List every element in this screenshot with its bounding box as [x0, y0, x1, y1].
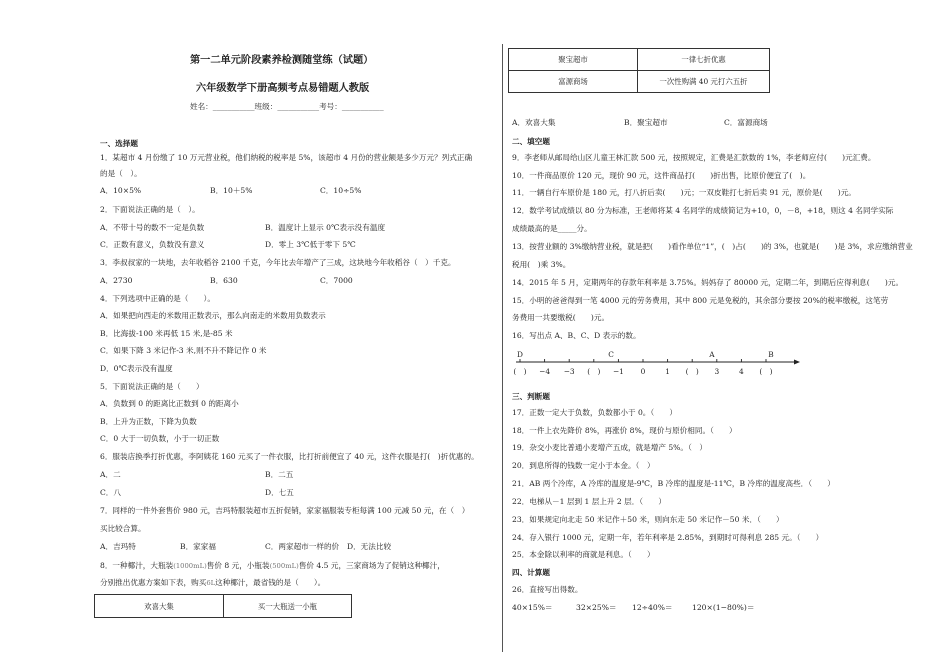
- question-1-option-c: C．10÷5%: [320, 186, 362, 195]
- number-line-tick-labels: [513, 367, 772, 376]
- question-17: 17．正数一定大于负数，负数都小于 0。（ ）: [512, 408, 677, 417]
- question-4-option-b: B．比海拔-100 米再低 15 米,是-85 米: [100, 329, 233, 338]
- question-5: 5．下面说法正确的是（ ）: [100, 382, 204, 391]
- question-2-option-c: C．正数有意义，负数没有意义: [100, 240, 205, 249]
- question-13-line1: 13．按营业额的 3%缴纳营业税，就是把( )看作单位“1”，( )占( )的 3%，也就是( )是 3%，求应缴纳营业: [512, 242, 913, 251]
- question-3-option-c: C．7000: [320, 276, 353, 285]
- question-2: 2．下面说法正确的是（ ）。: [100, 205, 200, 214]
- table-cell: 欢喜大集: [95, 595, 224, 618]
- question-13-line2: 税用( )乘 3%。: [512, 260, 571, 269]
- table-cell: 一次性购满 40 元打六五折: [638, 71, 770, 93]
- question-6: 6．服装店换季打折优惠，李阿姨花 160 元买了一件衣服，比打折前便宜了 40 元，这件衣服是打( )折优惠的。: [100, 452, 479, 461]
- section-choice-heading: 一、选择题: [100, 139, 138, 148]
- question-12-line2: 成绩最高的是_____分。: [512, 224, 592, 233]
- question-1-line2: 的是（ ）。: [100, 169, 142, 178]
- question-5-option-b: B．上升为正数，下降为负数: [100, 417, 197, 426]
- question-25: 25．本金除以利率的商就是利息。（ ）: [512, 550, 655, 559]
- calc-item-1: 40×15%＝: [512, 603, 553, 612]
- question-4: 4．下列选项中正确的是（ ）。: [100, 294, 215, 303]
- number-line-tick-label: ( ): [587, 367, 601, 376]
- number-line-tick-label: −4: [539, 367, 551, 376]
- question-4-option-d: D．0℃表示没有温度: [100, 364, 173, 373]
- number-line-point-D: D: [517, 350, 523, 359]
- question-15-line2: 务费用一共要缴税( )元。: [512, 313, 610, 322]
- promotion-table-part2: [508, 48, 770, 93]
- promotion-table-part1: [94, 594, 352, 618]
- section-fill-heading: 二、填空题: [512, 137, 550, 146]
- table-cell: 一律七折优惠: [638, 49, 770, 71]
- question-21: 21．AB 两个冷库，A 冷库的温度是-9℃，B 冷库的温度是-11℃，B 冷库的温度高些．（ ）: [512, 479, 835, 488]
- question-7-option-d: D．无法比较: [347, 542, 392, 551]
- calc-item-4: 120×(1−80%)＝: [692, 603, 755, 612]
- number-line-tick-label: −3: [563, 367, 575, 376]
- question-5-option-a: A．负数到 0 的距离比正数到 0 的距离小: [100, 399, 239, 408]
- question-8-text-c: 售价 4.5 元，三家商场为了促销这种椰汁，: [298, 561, 445, 570]
- question-3-option-b: B．630: [210, 276, 238, 285]
- question-6-option-b: B．二五: [265, 470, 294, 479]
- question-26: 26．直接写出得数。: [512, 585, 583, 594]
- question-7-line1: 7．同样的一件外套售价 980 元，吉玛特服装超市五折促销，家家福服装专柜每满 100 元减 50 元，在（ ）: [100, 506, 470, 515]
- table-row: [509, 49, 770, 71]
- calc-item-3: 12÷40%＝: [632, 603, 673, 612]
- number-line-tick-label: 3: [714, 367, 720, 376]
- calc-item-2: 32×25%＝: [576, 603, 617, 612]
- question-1-option-a: A．10×5%: [100, 186, 142, 195]
- question-2-option-d: D．零上 3℃低于零下 5℃: [265, 240, 356, 249]
- number-line-tick-label: 4: [739, 367, 744, 376]
- question-18: 18．一件上衣先降价 8%，再涨价 8%，现价与原价相同。（ ）: [512, 426, 737, 435]
- section-judge-heading: 三、判断题: [512, 392, 550, 401]
- question-24: 24．存入银行 1000 元，定期一年，若年利率是 2.85%，到期时可得利息 285 元。（ ）: [512, 533, 824, 542]
- number-line-tick-label: ( ): [685, 367, 699, 376]
- question-7-option-a: A．吉玛特: [100, 542, 136, 551]
- question-6-option-a: A．二: [100, 470, 121, 479]
- number-line-point-A: A: [709, 350, 715, 359]
- table-row: [509, 71, 770, 93]
- question-14: 14．2015 年 5 月，定期两年的存款年利率是 3.75%。妈妈存了 80000 元，定期二年，到期后应得利息( )元。: [512, 278, 904, 287]
- question-23: 23．如果规定向北走 50 米记作＋50 米，则向东走 50 米记作－50 米．（ ）: [512, 515, 784, 524]
- question-10: 10．一件商品原价 120 元，现价 90 元，这件商品打( )折出售，比原价便宜了( )。: [512, 171, 811, 180]
- question-19: 19．杂交小麦比普通小麦增产五成，就是增产 5%。（ ）: [512, 443, 707, 452]
- question-2-option-b: B．温度计上显示 0℃表示没有温度: [265, 223, 386, 232]
- question-11: 11．一辆自行车原价是 180 元，打八折后卖( )元；一双皮鞋打七折后卖 91 元，原价是( )元。: [512, 188, 856, 197]
- number-line-tick-label: ( ): [513, 367, 527, 376]
- number-line-arrow: [794, 360, 800, 365]
- question-6-option-c: C．八: [100, 488, 121, 497]
- question-15-line1: 15．小明的爸爸得到一笔 4000 元的劳务费用，其中 800 元是免税的，其余部分要按 20%的税率缴税，这笔劳: [512, 296, 889, 305]
- question-8-text-d: 分别推出优惠方案如下表，购买: [100, 578, 207, 587]
- table-cell: 富源商场: [509, 71, 638, 93]
- table-cell: 买一大瓶送一小瓶: [224, 595, 352, 618]
- question-16: 16．写出点 A、B、C、D 表示的数。: [512, 331, 641, 340]
- question-8-option-a: A．欢喜大集: [512, 118, 556, 127]
- small-bottle-volume: (500mL): [269, 562, 299, 570]
- question-7-line2: 买比较合算。: [100, 524, 146, 533]
- question-8-text-a: 8．一种椰汁，大瓶装: [100, 561, 174, 570]
- question-1-line1: 1．某超市 4 月份缴了 10 万元营业税，他们纳税的税率是 5%，该超市 4 月份的营业额是多少万元？列式正确: [100, 153, 473, 162]
- number-line-point-C: C: [608, 350, 614, 359]
- question-8-option-b: B．聚宝超市: [624, 118, 668, 127]
- table-row: [95, 595, 352, 618]
- number-line-point-labels: [517, 350, 774, 359]
- question-9: 9．李老师从邮局给山区儿童王林汇款 500 元，按照规定，汇费是汇款数的 1%，李老师应付( )元汇费。: [512, 153, 876, 162]
- question-3: 3．李叔叔家的一块地，去年收稻谷 2100 千克，今年比去年增产了三成，这块地今年收稻谷（ ）千克。: [100, 258, 456, 267]
- number-line-tick-label: 0: [640, 367, 646, 376]
- title-main: 第一二单元阶段素养检测随堂练（试题）: [190, 55, 374, 66]
- question-8-text-e: 这种椰汁，最省钱的是（ ）。: [215, 578, 326, 587]
- section-calc-heading: 四、计算题: [512, 568, 550, 577]
- question-7-option-b: B．家家福: [180, 542, 216, 551]
- big-bottle-volume: (1000mL): [173, 562, 207, 570]
- question-20: 20．到息所得的钱数一定小于本金。（ ）: [512, 461, 655, 470]
- number-line: [512, 345, 802, 383]
- title-sub: 六年级数学下册高频考点易错题人教版: [196, 83, 370, 94]
- number-line-tick-label: 1: [665, 367, 670, 376]
- question-8-text-b: 售价 8 元，小瓶装: [206, 561, 270, 570]
- column-divider: [502, 44, 503, 652]
- number-line-tick-label: ( ): [759, 367, 773, 376]
- question-22: 22．电梯从－1 层到 1 层上升 2 层．（ ）: [512, 497, 666, 506]
- question-5-option-c: C．0 大于一切负数，小于一切正数: [100, 434, 220, 443]
- question-4-option-c: C．如果下降 3 米记作-3 米,则不升不降记作 0 米: [100, 346, 267, 355]
- question-8-line2: [100, 578, 325, 588]
- question-8-option-c: C．富源商场: [724, 118, 768, 127]
- question-12-line1: 12．数学考试成绩以 80 分为标准，王老师将某 4 名同学的成绩简记为+10，0，－8，+18，则这 4 名同学实际: [512, 206, 894, 215]
- question-8-line1: [100, 561, 445, 571]
- number-line-ticks: [520, 359, 766, 362]
- number-line-point-B: B: [768, 350, 774, 359]
- student-info-line: 姓名：___________班级：___________考号：___________: [190, 102, 384, 111]
- number-line-tick-label: −1: [612, 367, 624, 376]
- question-3-option-a: A．2730: [100, 276, 133, 285]
- question-2-option-a: A．不带十号的数不一定是负数: [100, 223, 205, 232]
- question-6-option-d: D．七五: [265, 488, 294, 497]
- question-1-option-b: B．10＋5%: [210, 186, 253, 195]
- question-7-option-c: C．两家超市一样的价: [265, 542, 340, 551]
- purchase-amount: 6L: [206, 579, 216, 587]
- question-4-option-a: A．如果把向西走的米数用正数表示，那么向南走的米数用负数表示: [100, 311, 326, 320]
- table-cell: 聚宝超市: [509, 49, 638, 71]
